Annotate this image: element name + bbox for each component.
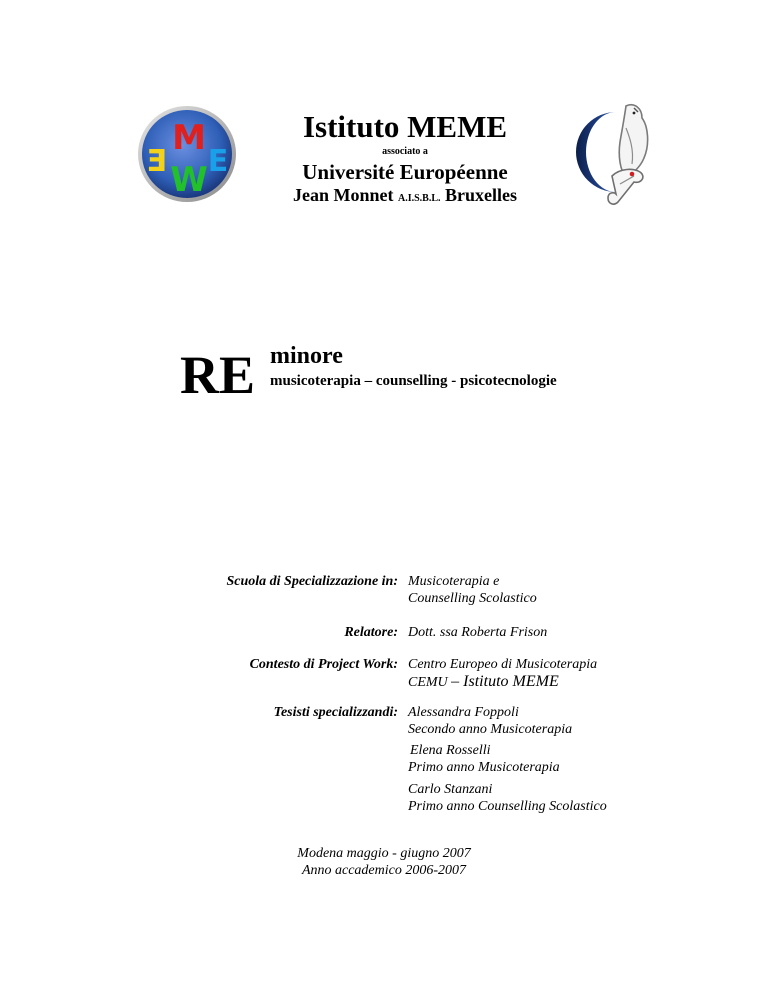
student-year: Primo anno Counselling Scolastico (408, 799, 607, 814)
logo-letter-e-right: E (207, 144, 229, 179)
cemu-label: CEMU (408, 675, 448, 690)
institute-title: Istituto MEME (302, 109, 508, 144)
student-name: Carlo Stanzani (408, 782, 493, 797)
city: Bruxelles (445, 185, 517, 205)
student-year: Primo anno Musicoterapia (408, 760, 560, 775)
cemu-institute: – Istituto MEME (451, 673, 559, 690)
advisor-label: Relatore: (344, 625, 398, 640)
school-line-2: Counselling Scolastico (408, 591, 537, 606)
logo-letter-e-left: E (146, 144, 168, 179)
footer-academic-year: Anno accademico 2006-2007 (301, 863, 467, 878)
student-name: Elena Rosselli (410, 743, 491, 758)
students-label: Tesisti specializzandi: (273, 705, 398, 720)
dove-moon-icon (568, 98, 664, 210)
school-line-1: Musicoterapia e (408, 574, 500, 589)
re-title: RE (180, 345, 256, 405)
context-line-1: Centro Europeo di Musicoterapia (408, 657, 598, 672)
jean-monnet: Jean Monnet (292, 185, 394, 205)
logo-letter-w: W (170, 160, 208, 200)
student-name: Alessandra Foppoli (408, 705, 519, 720)
associated-label: associato a (382, 146, 428, 157)
aisbl-label: A.I.S.B.L. (397, 193, 441, 204)
context-label: Contesto di Project Work: (249, 657, 398, 672)
student-year: Secondo anno Musicoterapia (408, 722, 573, 737)
minore-title: minore (270, 343, 343, 369)
advisor-value: Dott. ssa Roberta Frison (408, 625, 548, 640)
university-name: Université Européenne (302, 160, 508, 184)
jean-monnet-line (240, 184, 570, 210)
meme-logo (137, 105, 237, 203)
school-label: Scuola di Specializzazione in: (226, 574, 398, 589)
header (240, 108, 570, 210)
context-line-2 (408, 673, 559, 691)
topic-subtitle: musicoterapia – counselling - psicotecnologie (270, 373, 557, 389)
logo-letter-m: M (172, 118, 206, 158)
footer-date: Modena maggio - giugno 2007 (297, 846, 471, 861)
